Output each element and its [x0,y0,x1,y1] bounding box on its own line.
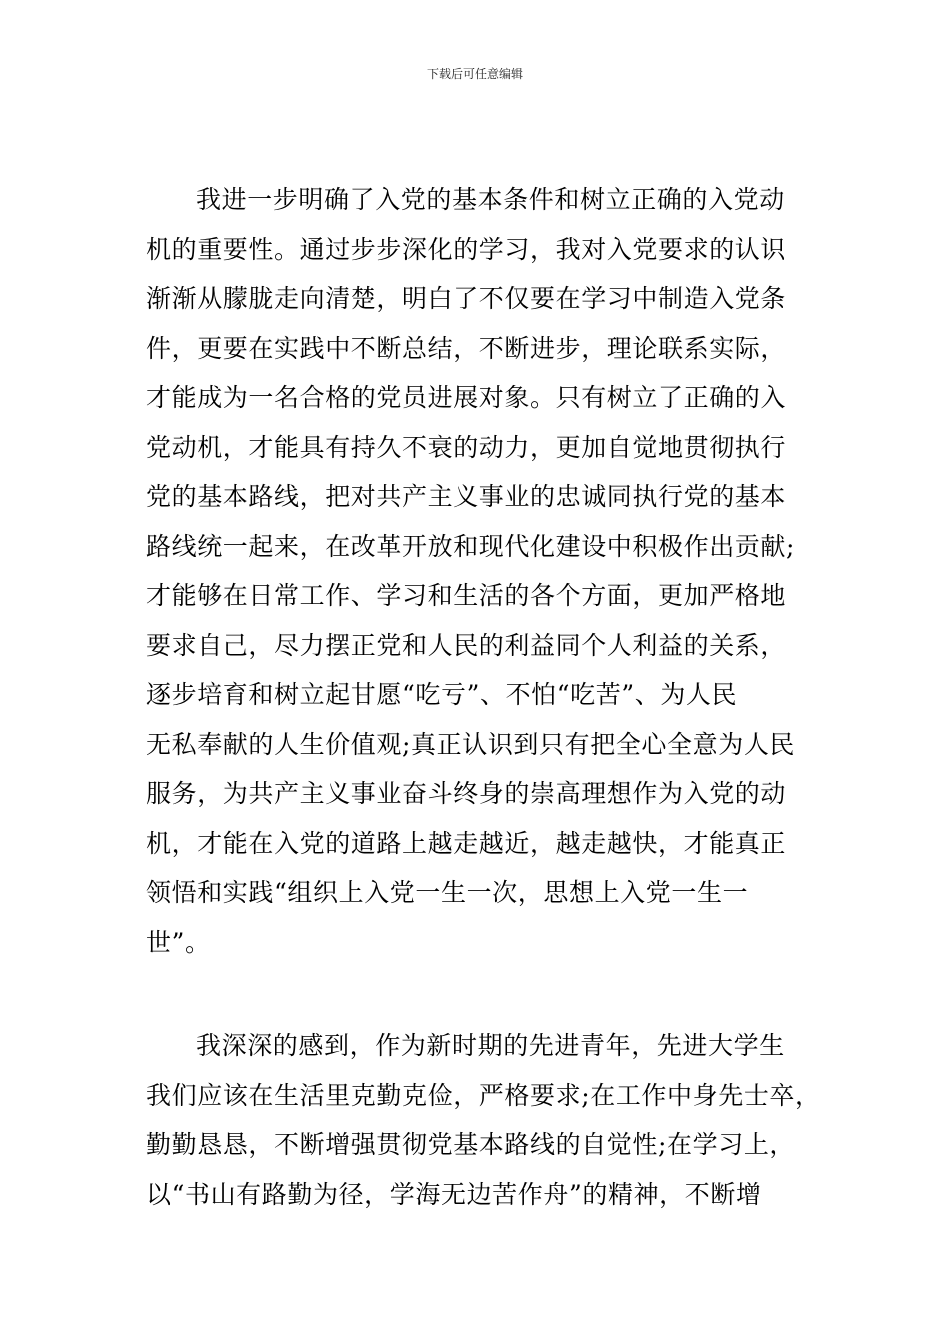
paragraph-line: 我进一步明确了入党的基本条件和树立正确的入党动 [196,185,785,214]
page-header: 下载后可任意编辑 [426,67,523,81]
paragraph-line: 无私奉献的人生价值观;真正认识到只有把全心全意为人民 [146,729,796,759]
paragraph-line: 路线统一起来，在改革开放和现代化建设中积极作出贡献; [146,531,796,561]
paragraph-line: 世”。 [146,927,211,957]
paragraph-line: 领悟和实践“组织上入党一生一次，思想上入党一生一 [146,878,749,907]
paragraph-line: 才能够在日常工作、学习和生活的各个方面，更加严格地 [146,581,787,610]
paragraph-line: 党动机，才能具有持久不衰的动力，更加自觉地贯彻执行 [146,432,787,462]
paragraph-2 [146,1021,821,1219]
paragraph-line: 才能成为一名合格的党员进展对象。只有树立了正确的入 [146,383,787,412]
paragraph-line: 勤勤恳恳，不断增强贯彻党基本路线的自觉性;在学习上， [146,1130,796,1159]
paragraph-line: 党的基本路线，把对共产主义事业的忠诚同执行党的基本 [146,482,787,511]
paragraph-line: 要求自己，尽力摆正党和人民的利益同个人利益的关系， [146,630,787,660]
paragraph-line: 我深深的感到，作为新时期的先进青年，先进大学生 [196,1031,785,1060]
paragraph-line: 件，更要在实践中不断总结，不断进步，理论联系实际， [146,333,787,363]
paragraph-line: 机的重要性。通过步步深化的学习，我对入党要求的认识 [146,234,787,264]
paragraph-line: 逐步培育和树立起甘愿“吃亏”、不怕“吃苦”、为人民 [146,680,738,709]
paragraph-line: 渐渐从朦胧走向清楚，明白了不仅要在学习中制造入党条 [146,284,787,313]
paragraph-line: 服务，为共产主义事业奋斗终身的崇高理想作为入党的动 [146,779,787,808]
paragraph-1 [146,175,816,967]
paragraph-line: 我们应该在生活里克勤克俭，严格要求;在工作中身先士卒， [146,1080,821,1110]
paragraph-line: 以“书山有路勤为径，学海无边苦作舟”的精神，不断增 [146,1179,762,1209]
paragraph-line: 机，才能在入党的道路上越走越近，越走越快，才能真正 [146,828,787,858]
